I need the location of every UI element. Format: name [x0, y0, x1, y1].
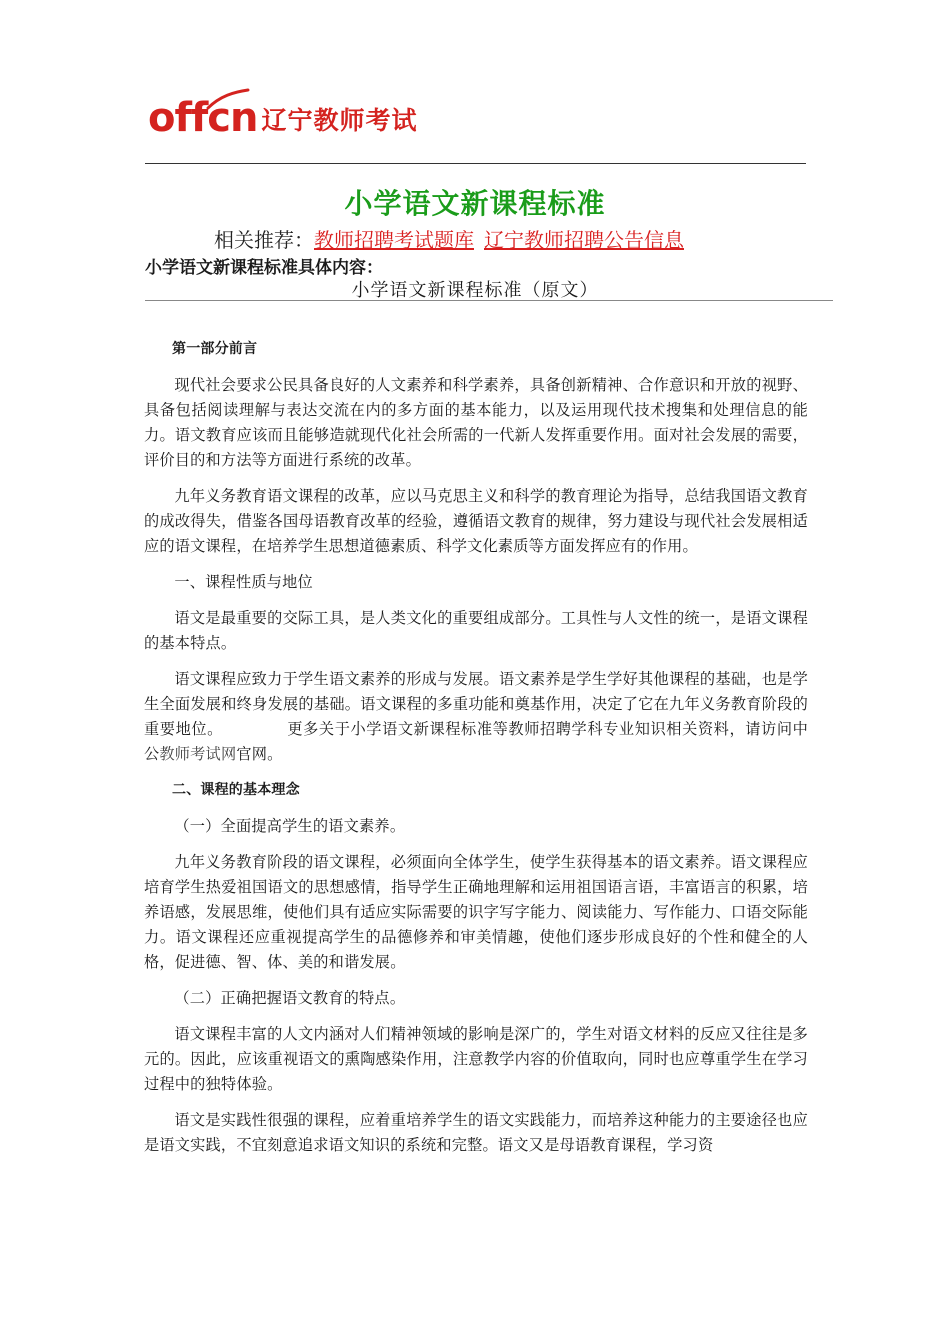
logo-swoosh-icon: [206, 88, 250, 110]
paragraph: 语文是实践性很强的课程，应着重培养学生的语文实践能力，而培养这种能力的主要途径也应是语文实践，不宜刻意追求语文知识的系统和完整。语文又是母语教育课程，学习资: [144, 1111, 808, 1154]
section-heading-nature: 一、课程性质与地位: [174, 573, 313, 591]
section-heading-preface: 第一部分前言: [172, 341, 258, 357]
paragraph: 九年义务教育语文课程的改革，应以马克思主义和科学的教育理论为指导，总结我国语文教育的成改得失，借鉴各国母语教育改革的经验，遵循语文教育的规律，努力建设与现代社会发展相适应的语文课程，在培养学生思想道德素质、科学文化素质等方面发挥应有的作用。: [144, 487, 808, 555]
paragraph: 现代社会要求公民具备良好的人文素养和科学素养，具备创新精神、合作意识和开放的视野、具备包括阅读理解与表达交流在内的多方面的基本能力，以及运用现代技术搜集和处理信息的能力。语文教育应该而且能够造就现代化社会所需的一代新人发挥重要作用。面对社会发展的需要，评价目的和方法等方面进行系统的改革。: [144, 376, 808, 469]
content-subheading: 小学语文新课程标准具体内容：: [145, 258, 383, 278]
paragraph: [144, 667, 808, 767]
page-title: 小学语文新课程标准: [344, 187, 606, 220]
more-info-end: 官网。: [236, 745, 283, 763]
link-exam-bank[interactable]: 教师招聘考试题库: [314, 228, 474, 252]
link-recruit-notice[interactable]: 辽宁教师招聘公告信息: [484, 228, 684, 252]
section-heading-concepts: 二、课程的基本理念: [172, 782, 300, 798]
subtitle-divider: [145, 300, 833, 301]
logo-mark: [148, 95, 258, 141]
subsection-heading: （二）正确把握语文教育的特点。: [174, 989, 406, 1007]
document-body: [144, 337, 808, 1169]
header-divider: [145, 163, 806, 164]
paragraph: 九年义务教育阶段的语文课程，必须面向全体学生，使学生获得基本的语文素养。语文课程应培育学生热爱祖国语文的思想感情，指导学生正确地理解和运用祖国语言语，丰富语言的积累，培养语感，发展思维，使他们具有适应实际需要的识字写字能力、阅读能力、写作能力、口语交际能力。语文课程还应重视提高学生的品德修养和审美情趣，使他们逐步形成良好的个性和健全的人格，促进德、智、体、美的和谐发展。: [144, 853, 808, 971]
recommend-prefix: 相关推荐：: [214, 228, 314, 252]
offcn-logo[interactable]: [148, 88, 418, 141]
recommend-line: [214, 224, 694, 253]
logo-mark-text: offcn: [148, 95, 258, 141]
paragraph: 语文课程丰富的人文内涵对人们精神领域的影响是深广的，学生对语文材料的反应又往往是多元的。因此，应该重视语文的熏陶感染作用，注意教学内容的价值取向，同时也应尊重学生在学习过程中的独特体验。: [144, 1025, 808, 1093]
paragraph-text: 语文课程应致力于学生语文素养的形成与发展。语文素养是学生学好其他课程的基础，也是学生全面发展和终身发展的基础。语文课程的多重功能和奠基作用，决定了它在九年义务教育阶段的重要地位。: [144, 670, 808, 738]
logo-text: 辽宁教师考试: [261, 106, 418, 135]
subsection-heading: （一）全面提高学生的语文素养。: [174, 817, 406, 835]
more-info-text: 更多关于小学语文新课程标准等教师招聘学科专业知识相关资料，请访问中公: [144, 720, 808, 763]
paragraph: 语文是最重要的交际工具，是人类文化的重要组成部分。工具性与人文性的统一，是语文课程的基本特点。: [144, 609, 808, 652]
teacher-exam-site-link[interactable]: 教师考试网: [159, 745, 237, 763]
original-text-subtitle: 小学语文新课程标准（原文）: [351, 280, 599, 301]
